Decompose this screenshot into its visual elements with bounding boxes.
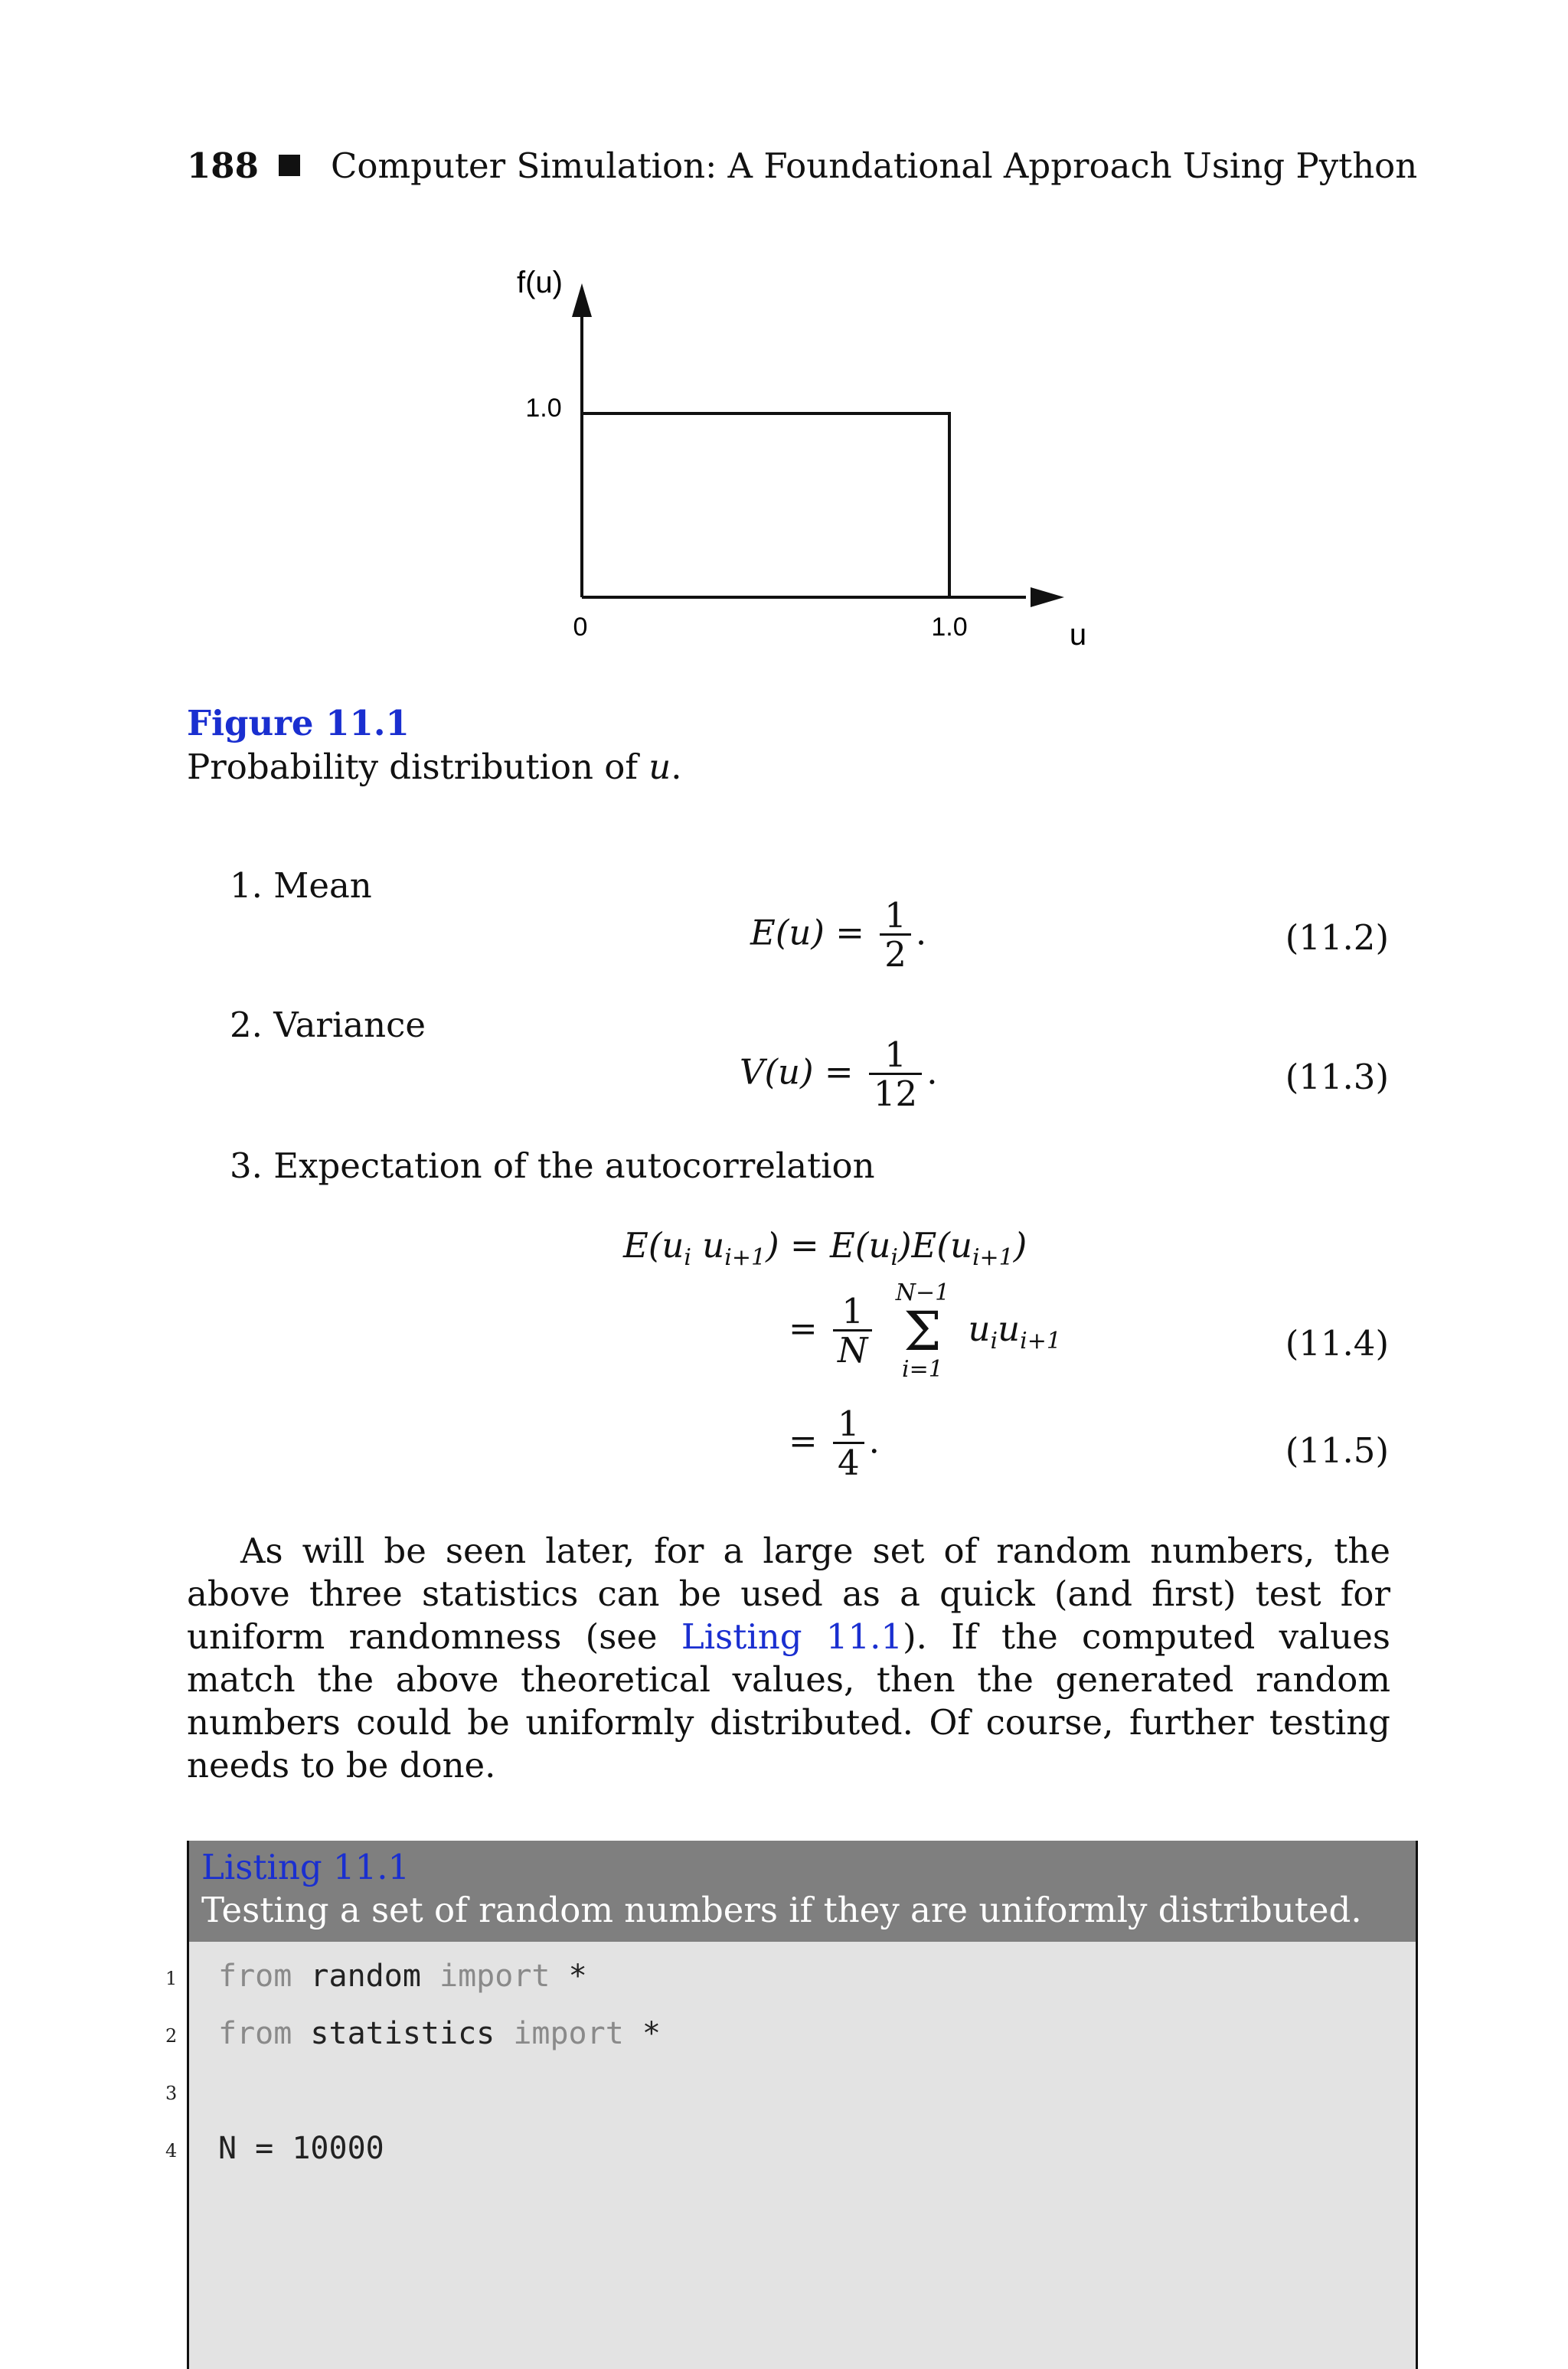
equation-number-11-2: (11.2) bbox=[1285, 917, 1389, 958]
line-number: 2 bbox=[165, 2025, 178, 2047]
book-title: Computer Simulation: A Foundational Approach Using Python bbox=[330, 145, 1418, 186]
figure-label: Figure 11.1 bbox=[187, 703, 410, 743]
x-axis-arrow-icon bbox=[1031, 587, 1064, 607]
listing-header bbox=[189, 1841, 1416, 1942]
equation-mean: E(u) = $\frac{1}{2}$ . bbox=[750, 895, 927, 975]
figure-caption: Probability distribution of u. bbox=[187, 747, 682, 787]
y-axis-label: f(u) bbox=[517, 266, 563, 299]
code-line-1: from random import * bbox=[218, 1959, 587, 1994]
code-line-2: from statistics import * bbox=[218, 2016, 661, 2051]
listing-reference-link[interactable]: Listing 11.1 bbox=[681, 1616, 903, 1657]
y-axis-arrow-icon bbox=[572, 283, 592, 317]
list-item-variance: 2. Variance bbox=[230, 1005, 426, 1045]
equation-variance: V(u) = $\frac{1}{12}$ . bbox=[740, 1034, 938, 1115]
line-number: 4 bbox=[165, 2140, 178, 2162]
distribution-line bbox=[582, 413, 949, 597]
page-number: 188 bbox=[187, 145, 259, 186]
code-listing bbox=[187, 1841, 1418, 2369]
x-axis-label: u bbox=[1069, 618, 1087, 652]
body-paragraph: As will be seen later, for a large set of random numbers, the above three statistics can be used as a quick (and first) test for uniform randomness (see Listing 11.1). If the computed values match the above theoretical values, then the generated random numbers could be uniformly distributed. Of course, further testing needs to be done. bbox=[187, 1531, 1390, 1786]
code-line-4: N = 10000 bbox=[218, 2131, 384, 2166]
line-number: 3 bbox=[165, 2083, 178, 2104]
equation-autocorr-line3: = $\frac{1}{4}$ . bbox=[789, 1403, 880, 1484]
list-item-autocorrelation: 3. Expectation of the autocorrelation bbox=[230, 1145, 875, 1186]
uniform-distribution-figure bbox=[459, 253, 1118, 681]
equation-autocorr-line2: = $\frac{1}{N}$ N−1 Σ i=1 $u_iu_{i+1}$ bbox=[789, 1279, 1061, 1383]
square-bullet-icon bbox=[279, 155, 300, 176]
list-item-mean: 1. Mean bbox=[230, 865, 372, 906]
line-number: 1 bbox=[165, 1968, 178, 1989]
equation-autocorr-line1: $E(u_i$ $u_{i+1}) = E(u_i)E(u_{i+1})$ bbox=[623, 1225, 1027, 1271]
equation-number-11-5: (11.5) bbox=[1285, 1430, 1389, 1471]
x-tick-origin-label: 0 bbox=[573, 613, 588, 642]
listing-label[interactable]: Listing 11.1 bbox=[201, 1847, 410, 1887]
equation-number-11-4: (11.4) bbox=[1285, 1323, 1389, 1364]
listing-caption: Testing a set of random numbers if they are uniformly distributed. bbox=[201, 1890, 1362, 1930]
running-header bbox=[187, 145, 1417, 186]
x-tick-end-label: 1.0 bbox=[931, 613, 968, 642]
y-tick-label: 1.0 bbox=[525, 394, 562, 423]
equation-number-11-3: (11.3) bbox=[1285, 1057, 1389, 1097]
summation-icon: Σ bbox=[903, 1300, 942, 1363]
